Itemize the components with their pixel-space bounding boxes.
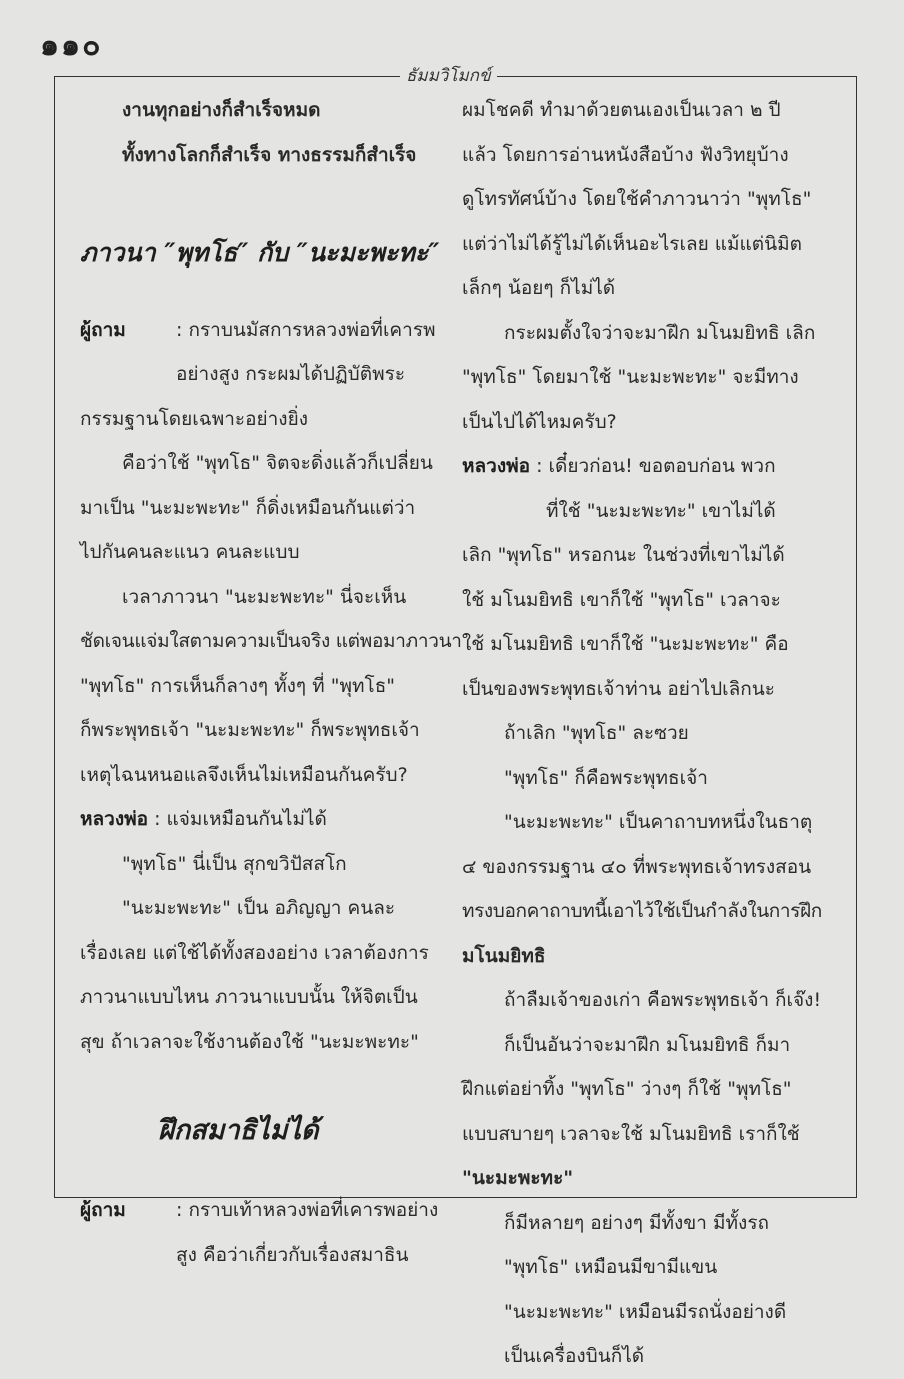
running-head: ธัมมวิโมกข์ (400, 62, 497, 89)
body-line: ใช้ มโนมยิทธิ เขาก็ใช้ "พุทโธ" เวลาจะ (462, 588, 781, 611)
body-line: ก็มีหลายๆ อย่างๆ มีทั้งขา มีทั้งรถ (504, 1211, 770, 1234)
answer-line: ภาวนาแบบไหน ภาวนาแบบนั้น ให้จิตเป็น (80, 986, 418, 1008)
body-line: ถ้าลืมเจ้าของเก่า คือพระพุทธเจ้า ก็เจ๊ง! (504, 989, 822, 1011)
body-line: แล้ว โดยการอ่านหนังสือบ้าง ฟังวิทยุบ้าง (462, 143, 789, 166)
question-line: มาเป็น "นะมะพะทะ" ก็ดิ่งเหมือนกันแต่ว่า (80, 496, 416, 519)
answer-line (462, 444, 830, 489)
body-line: "พุทโธ" ก็คือพระพุทธเจ้า (504, 766, 708, 789)
spacer (80, 1064, 440, 1100)
answer-line: "พุทโธ" นี่เป็น สุกขวิปัสสโก (122, 852, 347, 875)
right-column (462, 88, 830, 1379)
body-line: ผมโชคดี ทำมาด้วยตนเองเป็นเวลา ๒ ปี (462, 99, 781, 121)
left-column (80, 88, 462, 1277)
answer-line: เรื่องเลย แต่ใช้ได้ทั้งสองอย่าง เวลาต้องการ (80, 941, 429, 964)
body-line: ๔ ของกรรมฐาน ๔๐ ที่พระพุทธเจ้าทรงสอน (462, 855, 812, 878)
answer-line (80, 797, 440, 842)
body-line: ถ้าเลิก "พุทโธ" ละซวย (504, 722, 689, 744)
body-line: ทรงบอกคาถาบทนี้เอาไว้ใช้เป็นกำลังในการฝึก (462, 900, 822, 922)
body-line: "นะมะพะทะ" (462, 1167, 574, 1189)
intro-line: งานทุกอย่างก็สำเร็จหมด (122, 99, 321, 121)
body-line: เป็นเครื่องบินก็ได้ (504, 1345, 645, 1367)
answer-line: สุข ถ้าเวลาจะใช้งานต้องใช้ "นะมะพะทะ" (80, 1030, 419, 1053)
question-line: อย่างสูง กระผมได้ปฏิบัติพระ (176, 363, 406, 385)
page-number: ๑๑๐ (40, 28, 103, 63)
question-text: : กราบนมัสการหลวงพ่อที่เคารพ (176, 318, 436, 341)
speaker-label: ผู้ถาม (80, 318, 126, 341)
answer-line: "นะมะพะทะ" เป็น อภิญญา คนละ (122, 897, 396, 919)
question-line: สูง คือว่าเกี่ยวกับเรื่องสมาธิน (176, 1243, 409, 1266)
body-line: แต่ว่าไม่ได้รู้ไม่ได้เห็นอะไรเลย แม้แต่นิมิต (462, 232, 802, 255)
body-line: ที่ใช้ "นะมะพะทะ" เขาไม่ได้ (546, 499, 776, 522)
question-line: "พุทโธ" การเห็นก็ลางๆ ทั้งๆ ที่ "พุทโธ" (80, 674, 396, 697)
answer-text: : แจ่มเหมือนกันไม่ได้ (154, 808, 327, 830)
body-line: "พุทโธ" เหมือนมีขามีแขน (504, 1256, 718, 1278)
question-line: ก็พระพุทธเจ้า "นะมะพะทะ" ก็พระพุทธเจ้า (80, 719, 420, 741)
section-title: ฝึกสมาธิไม่ได้ (158, 1115, 319, 1146)
spacer (80, 177, 440, 222)
body-line: แบบสบายๆ เวลาจะใช้ มโนมยิทธิ เราก็ใช้ (462, 1122, 800, 1145)
answer-text: : เดี๋ยวก่อน! ขอตอบก่อน พวก (536, 455, 776, 477)
section-title: ภาวนา ″พุทโธ″ กับ ″นะมะพะทะ″ (80, 237, 440, 267)
body-line: ฝึกแต่อย่าทิ้ง "พุทโธ" ว่างๆ ก็ใช้ "พุทโธ" (462, 1078, 792, 1100)
question-line: ชัดเจนแจ่มใสตามความเป็นจริง แต่พอมาภาวนา (80, 630, 462, 652)
speaker-label: ผู้ถาม (80, 1199, 126, 1221)
body-line: เล็กๆ น้อยๆ ก็ไม่ได้ (462, 277, 616, 299)
body-line: ดูโทรทัศน์บ้าง โดยใช้คำภาวนาว่า "พุทโธ" (462, 188, 812, 210)
spacer (80, 1162, 440, 1188)
intro-line: ทั้งทางโลกก็สำเร็จ ทางธรรมก็สำเร็จ (122, 143, 417, 166)
question-line (80, 1188, 440, 1233)
question-line: คือว่าใช้ "พุทโธ" จิตจะดิ่งแล้วก็เปลี่ยน (122, 452, 433, 474)
body-line: กระผมตั้งใจว่าจะมาฝึก มโนมยิทธิ เลิก (504, 321, 816, 344)
speaker-label: หลวงพ่อ (80, 808, 149, 830)
body-line: มโนมยิทธิ (462, 944, 546, 967)
body-line: "นะมะพะทะ" เหมือนมีรถนั่งอย่างดี (504, 1300, 787, 1323)
body-line: ใช้ มโนมยิทธิ เขาก็ใช้ "นะมะพะทะ" คือ (462, 633, 789, 655)
question-line (80, 308, 440, 353)
body-line: เลิก "พุทโธ" หรอกนะ ในช่วงที่เขาไม่ได้ (462, 544, 785, 566)
body-line: "พุทโธ" โดยมาใช้ "นะมะพะทะ" จะมีทาง (462, 366, 799, 388)
body-line: เป็นของพระพุทธเจ้าท่าน อย่าไปเลิกนะ (462, 677, 775, 700)
question-line: เหตุไฉนหนอแลจึงเห็นไม่เหมือนกันครับ? (80, 763, 408, 786)
question-line: เวลาภาวนา "นะมะพะทะ" นี่จะเห็น (122, 585, 407, 608)
body-line: ก็เป็นอันว่าจะมาฝึก มโนมยิทธิ ก็มา (504, 1033, 791, 1056)
spacer (80, 284, 440, 308)
body-line: เป็นไปได้ไหมครับ? (462, 410, 617, 433)
speaker-label: หลวงพ่อ (462, 455, 531, 477)
body-line: "นะมะพะทะ" เป็นคาถาบทหนึ่งในธาตุ (504, 811, 813, 833)
question-text: : กราบเท้าหลวงพ่อที่เคารพอย่าง (176, 1199, 439, 1221)
question-line: ไปกันคนละแนว คนละแบบ (80, 541, 300, 563)
question-line: กรรมฐานโดยเฉพาะอย่างยิ่ง (80, 407, 308, 430)
